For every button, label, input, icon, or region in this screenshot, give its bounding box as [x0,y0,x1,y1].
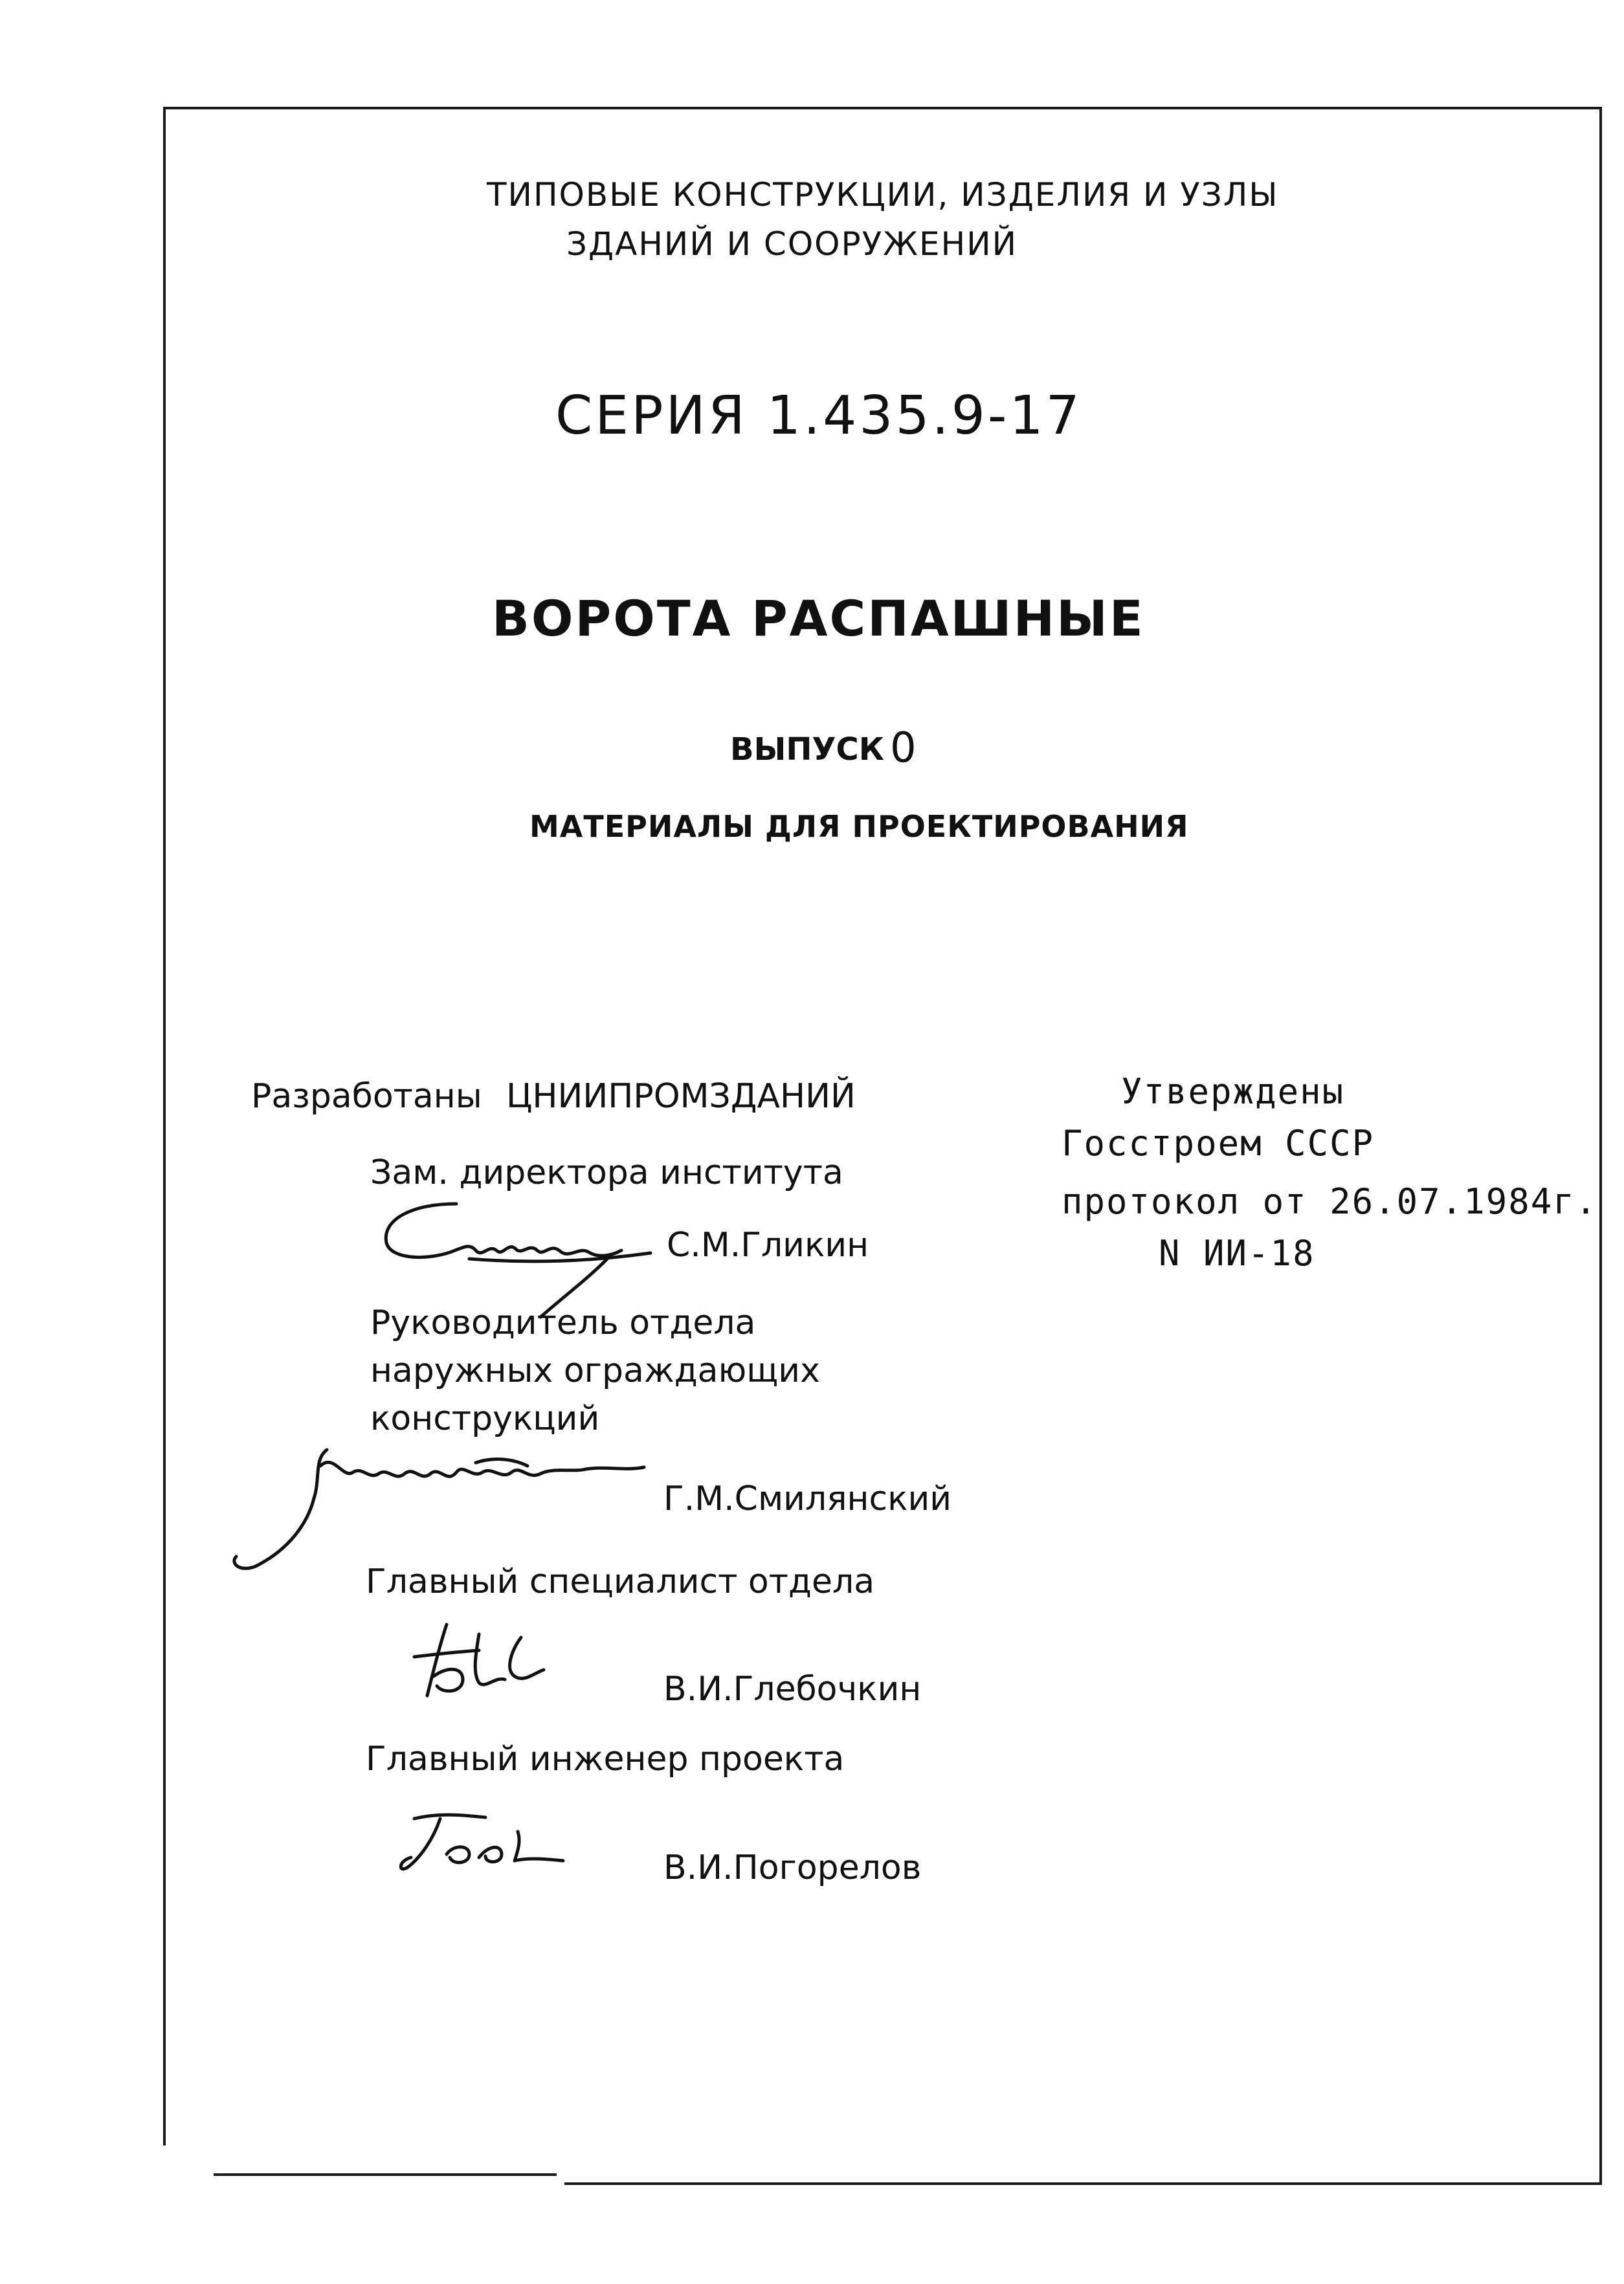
signatory-2-position-line-2: наружных ограждающих [370,1351,820,1390]
signatory-2-position-line-3: конструкций [370,1399,600,1438]
approval-line-3: протокол от 26.07.1984г. [1062,1181,1598,1222]
signatory-4-name: В.И.Погорелов [663,1848,922,1887]
signature-2-stroke-hook [234,1450,327,1568]
frame-right-border [1599,107,1602,2184]
signature-1-handwritten [379,1191,715,1320]
signature-3-stroke-2 [414,1650,479,1657]
signature-1-stroke-main [386,1204,621,1258]
approval-line-1: Утверждены [1121,1071,1345,1112]
signature-4-stroke-5 [515,1832,563,1861]
signatory-4-position: Главный инженер проекта [366,1740,845,1779]
signature-3-handwritten [408,1618,557,1702]
signature-4-stroke-2 [401,1819,440,1869]
signature-4-stroke-3 [447,1847,469,1863]
signature-3-stroke-5 [510,1637,544,1678]
frame-top-border [163,107,1602,109]
signatory-2-name: Г.М.Смилянский [663,1480,952,1518]
frame-bottom-border-left [214,2173,557,2176]
issue-number: 0 [890,724,917,772]
approval-line-4: N ИИ-18 [1159,1233,1315,1274]
developed-by-org: ЦНИИПРОМЗДАНИЙ [506,1077,856,1116]
signature-4-handwritten [388,1806,583,1883]
collection-title-line-2: ЗДАНИЙ И СООРУЖЕНИЙ [566,225,1018,263]
developed-by-label: Разработаны [251,1077,482,1116]
signature-2-stroke-flourish [476,1459,528,1466]
frame-left-border [163,107,166,2145]
frame-bottom-border-right [564,2182,1602,2185]
signature-1-stroke-underline [469,1253,651,1261]
signature-3-stroke-3 [434,1669,463,1691]
series-code: СЕРИЯ 1.435.9-17 [555,385,1082,447]
approval-line-2: Госстроем СССР [1062,1123,1375,1164]
signatory-3-position: Главный специалист отдела [366,1562,875,1601]
signature-4-stroke-4 [479,1847,502,1861]
document-title: ВОРОТА РАСПАШНЫЕ [492,590,1145,647]
signatory-1-position: Зам. директора института [370,1153,843,1192]
signatory-3-name: В.И.Глебочкин [663,1670,922,1709]
signatory-1-name: С.М.Гликин [667,1226,869,1265]
collection-title-line-1: ТИПОВЫЕ КОНСТРУКЦИИ, ИЗДЕЛИЯ И УЗЛЫ [487,176,1279,214]
signature-3-stroke-4 [475,1634,505,1685]
signature-2-stroke-word [320,1462,644,1476]
signature-4-stroke-1 [414,1815,485,1819]
issue-label: ВЫПУСК [730,731,884,768]
issue-subtitle: МАТЕРИАЛЫ ДЛЯ ПРОЕКТИРОВАНИЯ [529,809,1189,844]
signatory-2-position-line-1: Руководитель отдела [370,1303,756,1342]
